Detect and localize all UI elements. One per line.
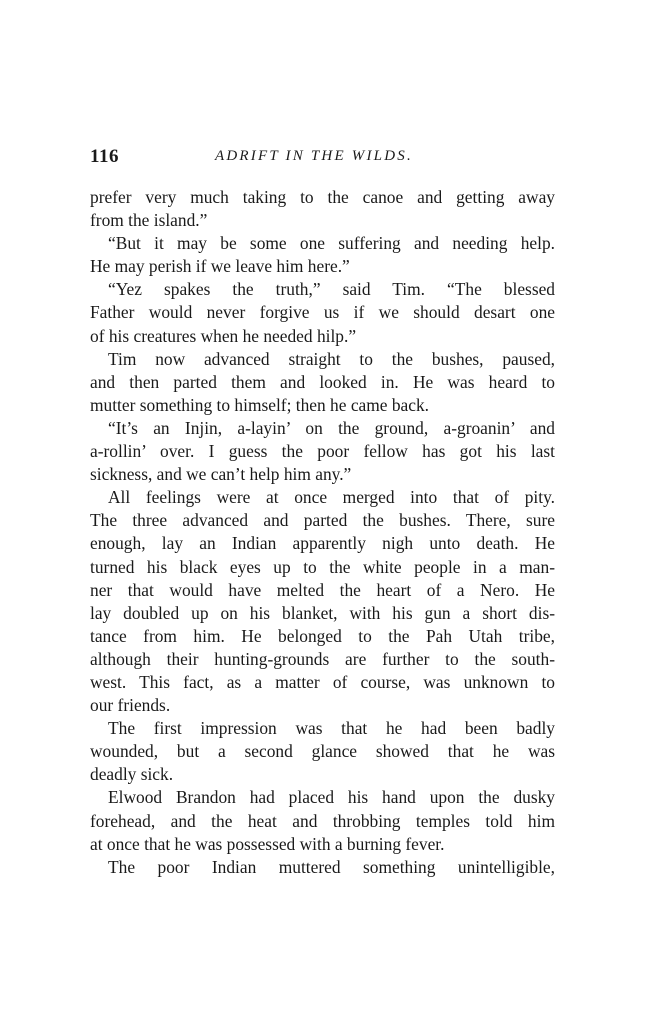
text-line: tance from him. He belonged to the Pah Utah tribe, — [90, 625, 555, 646]
text-line: The poor Indian muttered something unintelligible, — [108, 856, 555, 877]
text-line: The first impression was that he had been badly — [108, 718, 555, 739]
body-text — [90, 186, 555, 879]
text-line: at once that he was possessed with a burning fever. — [90, 833, 445, 854]
text-line: “Yez spakes the truth,” said Tim. “The blessed — [108, 279, 555, 300]
text-line: lay doubled up on his blanket, with his gun a short dis- — [90, 602, 555, 623]
running-title: ADRIFT IN THE WILDS. — [215, 148, 413, 164]
text-line: sickness, and we can’t help him any.” — [90, 464, 352, 485]
text-line: prefer very much taking to the canoe and getting away — [90, 187, 555, 207]
text-line: ner that would have melted the heart of a Nero. He — [90, 579, 555, 600]
text-line: Elwood Brandon had placed his hand upon the dusky — [108, 787, 555, 808]
text-line: He may perish if we leave him here.” — [90, 256, 350, 277]
text-line: west. This fact, as a matter of course, was unknown to — [90, 671, 555, 692]
text-line: although their hunting-grounds are further to the south- — [90, 648, 555, 669]
text-line: and then parted them and looked in. He was heard to — [90, 371, 555, 392]
page-header — [90, 146, 555, 170]
text-line: our friends. — [90, 695, 171, 716]
page-number: 116 — [90, 146, 119, 167]
text-line: “But it may be some one suffering and needing help. — [108, 233, 555, 254]
text-line: turned his black eyes up to the white people in a man- — [90, 556, 555, 577]
text-line: mutter something to himself; then he came back. — [90, 394, 430, 415]
text-line: “It’s an Injin, a-layin’ on the ground, a-groanin’ and — [108, 417, 555, 438]
text-line: The three advanced and parted the bushes. There, sure — [90, 510, 555, 531]
text-line: Tim now advanced straight to the bushes, paused, — [108, 348, 555, 369]
text-line: forehead, and the heat and throbbing temples told him — [90, 810, 555, 831]
text-line: enough, lay an Indian apparently nigh unto death. He — [90, 533, 555, 554]
text-line: from the island.” — [90, 210, 208, 231]
text-line: a-rollin’ over. I guess the poor fellow has got his last — [90, 441, 555, 462]
text-line: of his creatures when he needed hilp.” — [90, 325, 357, 346]
text-line: Father would never forgive us if we should desart one — [90, 302, 555, 323]
text-line: All feelings were at once merged into that of pity. — [108, 487, 555, 508]
text-line: wounded, but a second glance showed that he was — [90, 741, 555, 762]
text-line: deadly sick. — [90, 764, 174, 785]
